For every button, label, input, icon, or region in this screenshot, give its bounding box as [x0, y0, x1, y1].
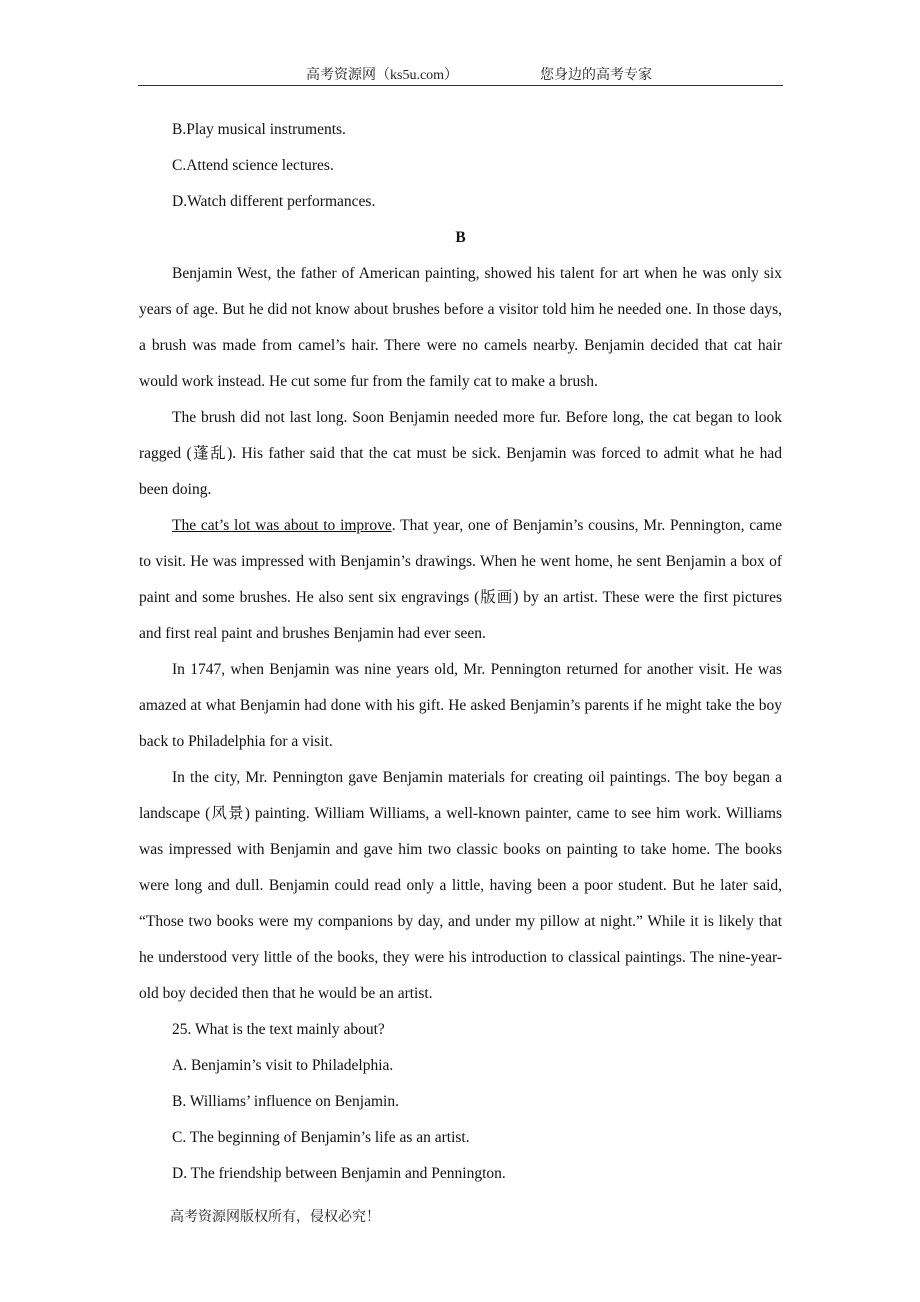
paragraph-2: The brush did not last long. Soon Benjamin needed more fur. Before long, the cat began to look ragged (蓬乱). His father said that the cat must be sick. Benjamin was forced to admit what he had been doing. — [139, 409, 782, 498]
header-slogan: 您身边的高考专家 — [540, 68, 652, 83]
underlined-phrase: The cat’s lot was about to improve — [172, 517, 392, 534]
question-stem: 25. What is the text mainly about? — [172, 1021, 385, 1038]
paragraph-3-rest: . That year, one of Benjamin’s cousins, Mr. Pennington, came to visit. He was impressed with Benjamin’s drawings. When he went home, he sent Benjamin a box of paint and some brushes. He also sent six engravings (版画) by an artist. These were the first pictures and first real paint and brushes Benjamin had ever seen. — [139, 517, 782, 642]
paragraph-4: In 1747, when Benjamin was nine years old, Mr. Pennington returned for another visit. He was amazed at what Benjamin had done with his gift. He asked Benjamin’s parents if he might take the boy back to Philadelphia for a visit. — [139, 661, 782, 750]
prev-option-d: D.Watch different performances. — [172, 193, 376, 210]
prev-option-c: C.Attend science lectures. — [172, 157, 334, 174]
question-option-a: A. Benjamin’s visit to Philadelphia. — [172, 1057, 394, 1074]
page-footer: 高考资源网版权所有，侵权必究！ — [170, 1210, 380, 1225]
paragraph-5: In the city, Mr. Pennington gave Benjamin materials for creating oil paintings. The boy began a landscape (风景) painting. William Williams, a well-known painter, came to see him work. Williams was impressed with Benjamin and gave him two classic books on painting to take home. The books were long and dull. Benjamin could read only a little, having been a poor student. But he later said, “Those two books were my companions by day, and under my pillow at night.” While it is likely that he understood very little of the books, they were his introduction to classical paintings. The nine-year-old boy decided then that he would be an artist. — [139, 769, 782, 1002]
document-body — [139, 112, 782, 1192]
section-title: B — [455, 229, 466, 246]
paragraph-1: Benjamin West, the father of American painting, showed his talent for art when he was only six years of age. But he did not know about brushes before a visitor told him he needed one. In those days, a brush was made from camel’s hair. There were no camels nearby. Benjamin decided that cat hair would work instead. He cut some fur from the family cat to make a brush. — [139, 265, 782, 390]
prev-option-b: B.Play musical instruments. — [172, 121, 346, 138]
question-option-c: C. The beginning of Benjamin’s life as an artist. — [172, 1129, 470, 1146]
paragraph-3 — [139, 508, 782, 652]
header-source: 高考资源网（ks5u.com） — [306, 68, 459, 83]
page-header — [138, 64, 783, 86]
header-divider — [138, 85, 783, 86]
question-option-b: B. Williams’ influence on Benjamin. — [172, 1093, 399, 1110]
question-option-d: D. The friendship between Benjamin and Pennington. — [172, 1165, 506, 1182]
